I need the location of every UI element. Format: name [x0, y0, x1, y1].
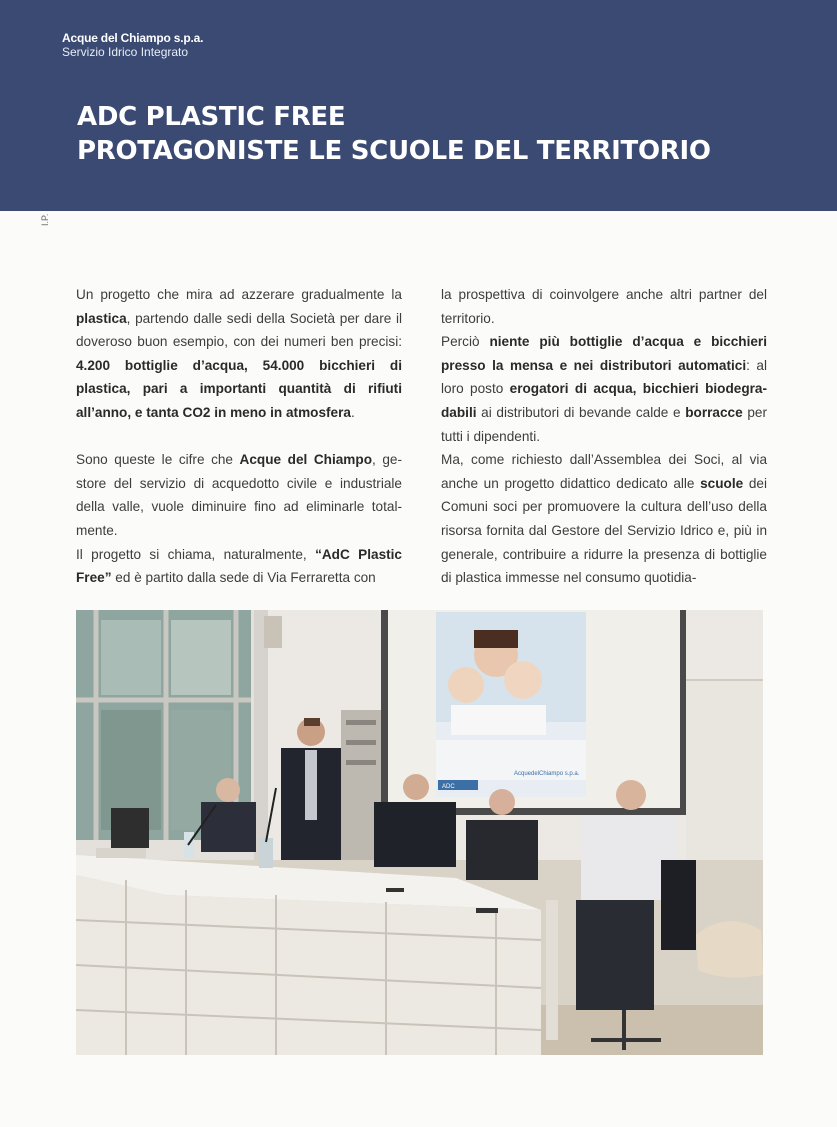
- text-run: Il progetto si chiama, naturalmente,: [76, 546, 316, 562]
- side-tag: I.P.: [40, 213, 50, 226]
- bold-run: “AdC Plastic Free”: [76, 546, 402, 586]
- paragraph: [441, 330, 767, 448]
- company-block: [62, 31, 203, 59]
- text-run: , gestore del servizio di acquedotto civile e industriale della valle, vuole diminuire fino ad eliminarle totalmente.: [76, 452, 403, 538]
- paragraph: la prospettiva di coinvolgere anche altri partner del territorio.: [441, 287, 767, 326]
- bold-run: Acque del Chiampo: [239, 452, 373, 468]
- article-title: [77, 100, 711, 168]
- bold-run: erogatori di acqua, bicchieri biodegradabili: [441, 381, 767, 420]
- text-run: .: [350, 404, 355, 420]
- text-run: per tutti i dipendenti.: [441, 404, 767, 444]
- text-run: Perciò: [441, 334, 490, 350]
- slide-brand: ADC: [442, 784, 455, 790]
- title-line-2: PROTAGONISTE LE SCUOLE DEL TERRITORIO: [77, 136, 711, 166]
- text-run: ed è partito dalla sede di Via Ferraretta con: [111, 570, 376, 586]
- text-run: dei Comuni soci per promuovere la cultura dell’uso della risorsa fornita dal Gestore del Servizio Idrico e, più in generale, contribuire a ridurre la presenza di bottiglie di plastica immesse nel consumo quotidia-: [441, 475, 767, 586]
- bold-run: scuole: [700, 475, 744, 491]
- header-banner: [0, 0, 837, 211]
- paragraph: [441, 448, 767, 590]
- text-run: Sono queste le cifre che: [76, 452, 240, 468]
- bold-run: niente più bottiglie d’acqua e bicchieri presso la mensa e nei distributori automatici: [441, 334, 768, 373]
- text-run: : al loro posto: [441, 357, 767, 397]
- text-run: Un progetto che mira ad azzerare gradualmente la: [76, 287, 402, 302]
- text-run: , partendo dalle sedi della Società per dare il doveroso buon esempio, con dei numeri ben precisi:: [76, 310, 402, 350]
- article-column-left: [76, 283, 402, 590]
- company-subtitle: Servizio Idrico Integrato: [62, 45, 189, 59]
- company-name: Acque del Chiampo s.p.a.: [62, 31, 204, 45]
- text-run: ai distributori di bevande calde e: [476, 404, 686, 420]
- text-run: Ma, come richiesto dall’Assemblea dei Soci, al via anche un progetto didattico dedicato alle: [441, 452, 767, 491]
- slide-logo-text: AcquedelChiampo s.p.a.: [514, 771, 580, 777]
- conference-photo: [76, 610, 763, 1055]
- title-line-1: ADC PLASTIC FREE: [77, 102, 346, 132]
- bold-run: plastica: [76, 310, 127, 326]
- paragraph: [76, 543, 402, 590]
- bold-run: borracce: [685, 404, 743, 420]
- article-column-right: [441, 283, 767, 590]
- paragraph: [76, 448, 402, 542]
- paragraph: [76, 283, 402, 425]
- bold-run: 4.200 bottiglie d’acqua, 54.000 bicchieri di plastica, pari a importanti quantità di rifiuti all’anno, e tanta CO2 in meno in atmosfera: [76, 357, 402, 420]
